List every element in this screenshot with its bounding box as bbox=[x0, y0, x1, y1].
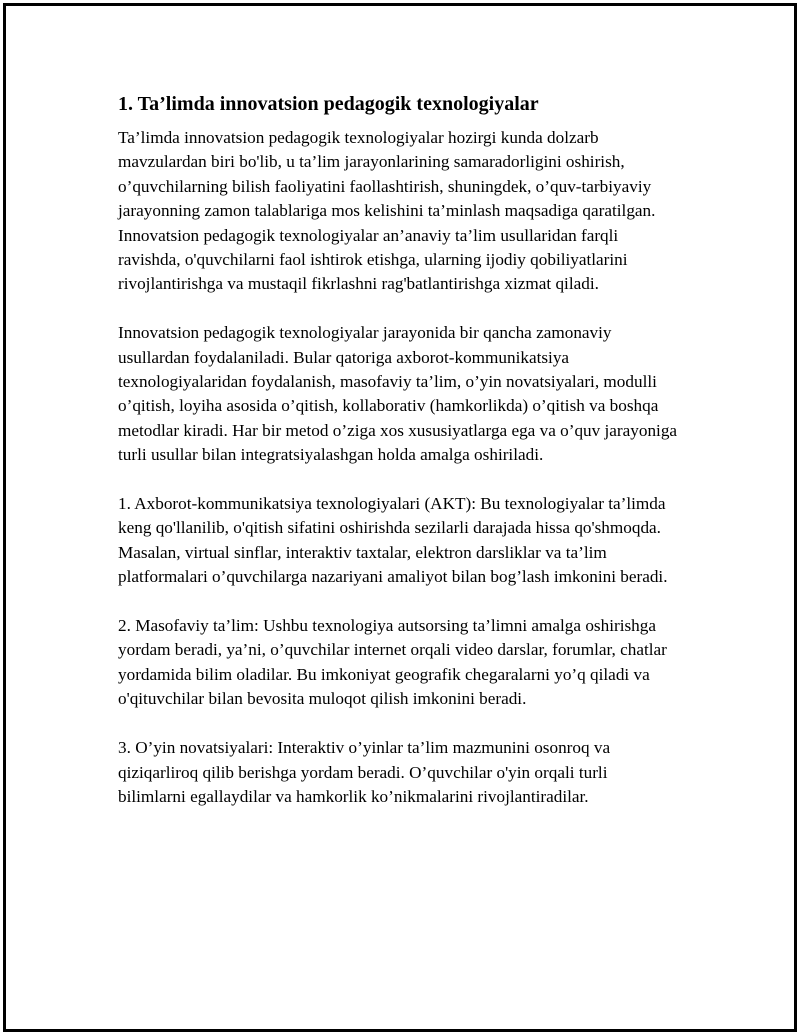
document-body bbox=[118, 92, 678, 834]
paragraph-ict: 1. Axborot-kommunikatsiya texnologiyalari (AKT): Bu texnologiyalar ta’limda keng qo'llanilib, o'qitish sifatini oshirishda sezilarli darajada hissa qo'shmoqda. Masalan, virtual sinflar, interaktiv taxtalar, elektron darsliklar va ta’lim platformalari o’quvchilarga nazariyani amaliyot bilan bog’lash imkonini beradi. bbox=[118, 494, 668, 587]
paragraph-game-innovations: 3. O’yin novatsiyalari: Interaktiv o’yinlar ta’lim mazmunini osonroq va qiziqarliroq qilib berishga yordam beradi. O’quvchilar o'yin orqali turli bilimlarni egallaydilar va hamkorlik ko’nikmalarini rivojlantiradilar. bbox=[118, 738, 611, 806]
paragraph-distance-learning: 2. Masofaviy ta’lim: Ushbu texnologiya autsorsing ta’limni amalga oshirishga yordam beradi, ya’ni, o’quvchilar internet orqali video darslar, forumlar, chatlar yordamida bilim oladilar. Bu imkoniyat geografik chegaralarni yo’q qiladi va o'qituvchilar bilan bevosita muloqot qilish imkonini beradi. bbox=[118, 616, 667, 709]
section-heading: 1. Ta’limda innovatsion pedagogik texnologiyalar bbox=[118, 93, 539, 115]
paragraph-intro: Ta’limda innovatsion pedagogik texnologiyalar hozirgi kunda dolzarb mavzulardan biri bo'lib, u ta’lim jarayonlarining samaradorligini oshirish, o’quvchilarning bilish faoliyatini faollashtirish, shuningdek, o’quv-tarbiyaviy jarayonning zamon talablariga mos kelishini ta’minlash maqsadiga qaratilgan. Innovatsion pedagogik texnologiyalar an’anaviy ta’lim usullaridan farqli ravishda, o'quvchilarni faol ishtirok etishga, ularning ijodiy qobiliyatlarini rivojlantirishga va mustaqil fikrlashni rag'batlantirishga xizmat qiladi. bbox=[118, 128, 656, 294]
paragraph-methods: Innovatsion pedagogik texnologiyalar jarayonida bir qancha zamonaviy usullardan foydalaniladi. Bular qatoriga axborot-kommunikatsiya texnologiyalaridan foydalanish, masofaviy ta’lim, o’yin novatsiyalari, modulli o’qitish, loyiha asosida o’qitish, kollaborativ (hamkorlikda) o’qitish va boshqa metodlar kiradi. Har bir metod o’ziga xos xususiyatlarga ega va o’quv jarayoniga turli usullar bilan integratsiyalashgan holda amalga oshiriladi. bbox=[118, 323, 678, 465]
